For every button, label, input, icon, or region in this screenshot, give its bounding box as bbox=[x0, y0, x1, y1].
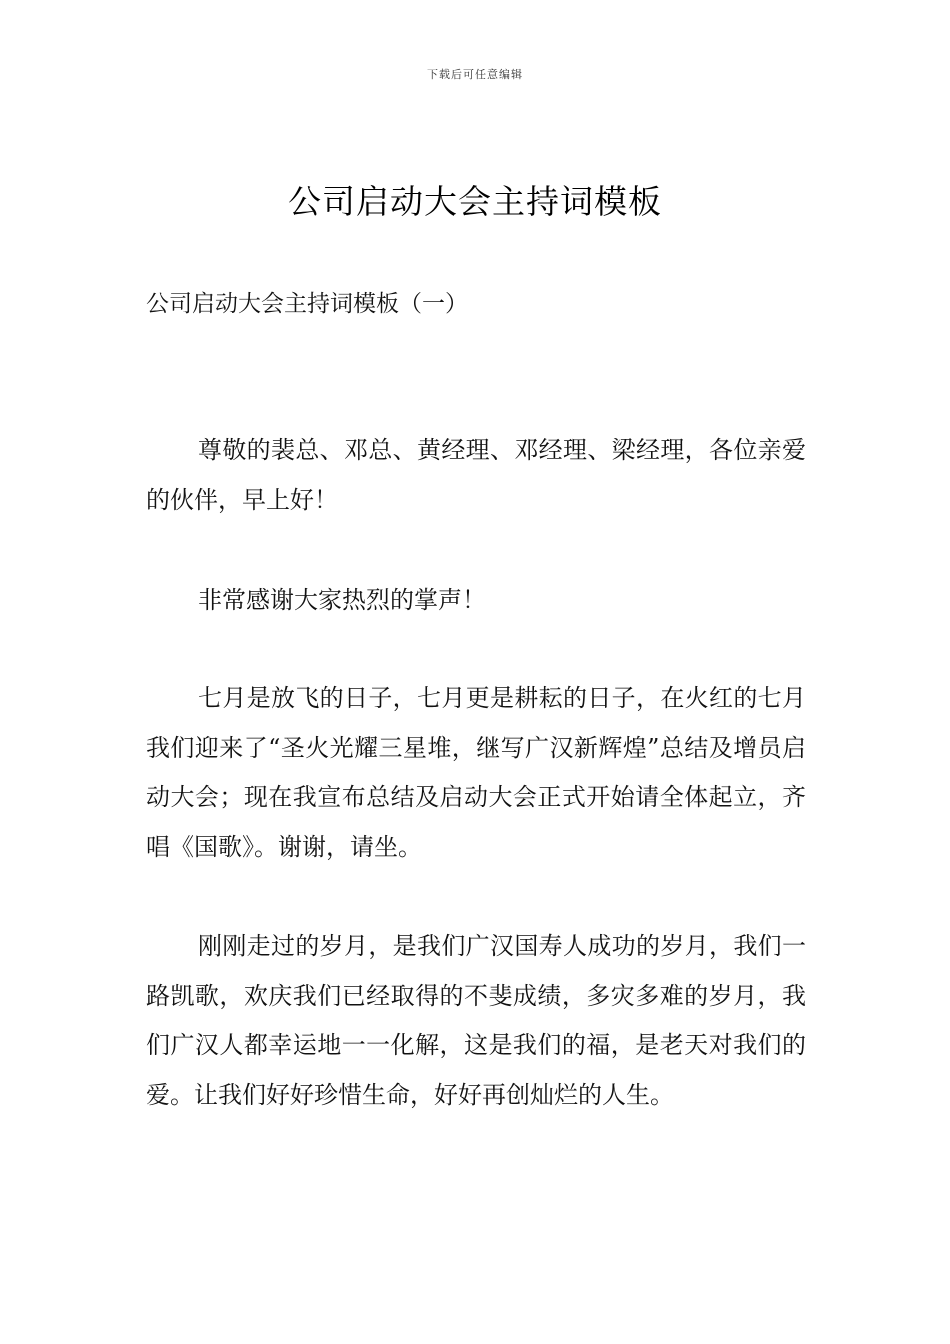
paragraph-thanks: 非常感谢大家热烈的掌声！ bbox=[198, 586, 486, 614]
paragraph-review: 刚刚走过的岁月，是我们广汉国寿人成功的岁月，我们一路凯歌，欢庆我们已经取得的不斐成绩，多灾多难的岁月，我们广汉人都幸运地一一化解，这是我们的福，是老天对我们的爱。让我们好好珍惜生命，好好再创灿烂的人生。 bbox=[146, 932, 806, 1109]
paragraph-greeting: 尊敬的裴总、邓总、黄经理、邓经理、梁经理，各位亲爱的伙伴，早上好！ bbox=[146, 436, 806, 514]
paragraph-opening: 七月是放飞的日子，七月更是耕耘的日子，在火红的七月我们迎来了“圣火光耀三星堆，继写广汉新辉煌”总结及增员启动大会；现在我宣布总结及启动大会正式开始请全体起立，齐唱《国歌》。谢谢，请坐。 bbox=[146, 684, 806, 861]
header-note: 下载后可任意编辑 bbox=[427, 68, 523, 81]
document-title: 公司启动大会主持词模板 bbox=[288, 182, 662, 221]
section-heading: 公司启动大会主持词模板（一） bbox=[146, 291, 468, 317]
